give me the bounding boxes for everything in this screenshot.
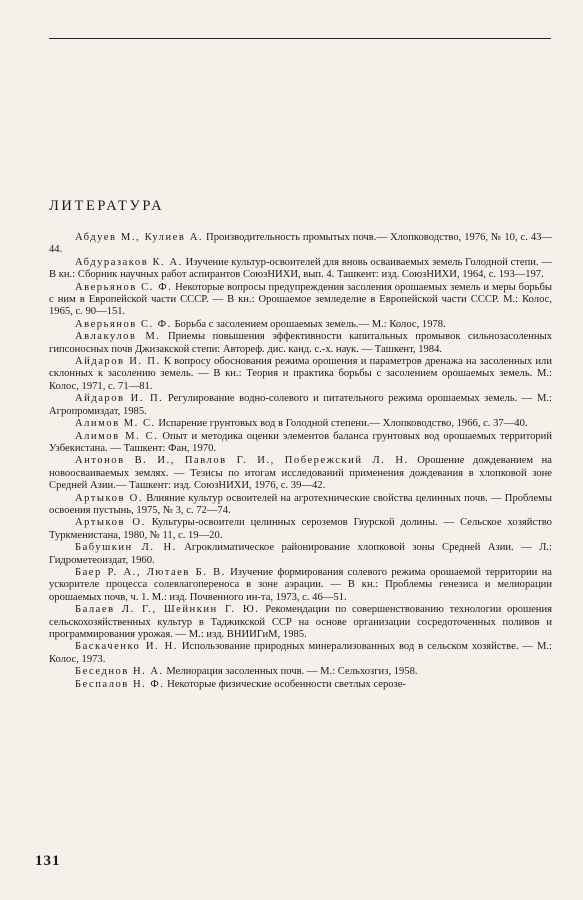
reference-entry	[49, 666, 552, 678]
reference-entry	[49, 418, 552, 430]
reference-author: Аверьянов С. Ф.	[75, 318, 172, 330]
reference-text: Рекомендации по совершенствованию технологии орошения сельскохозяйственных культур в Таджикской ССР на основе организации сосредоточенных поливов и программирования урожая. — М.: изд. ВНИИГиМ, 1985.	[49, 604, 553, 640]
bibliography-list	[49, 232, 552, 691]
reference-author: Алимов М. С.	[75, 430, 159, 442]
reference-author: Абдуев М., Кулиев А.	[75, 232, 204, 243]
top-rule	[49, 38, 551, 39]
reference-author: Авлакулов М.	[75, 331, 161, 343]
reference-entry	[49, 567, 552, 604]
reference-author: Артыков О.	[75, 517, 146, 529]
reference-author: Беседнов Н. А.	[75, 666, 164, 678]
reference-text: Культуры-освоители целинных сероземов Гяурской долины. — Сельское хозяйство Туркменистана, 1980, № 11, с. 19—20.	[49, 517, 552, 541]
reference-text: Регулирование водно-солевого и питательного режима орошаемых земель. — М.: Агропромиздат, 1985.	[49, 393, 552, 417]
reference-author: Баер Р. А., Лютаев Б. В.	[75, 566, 226, 578]
reference-entry	[49, 604, 552, 641]
reference-text: Борьба с засолением орошаемых земель.— М.: Колос, 1978.	[174, 318, 446, 330]
reference-entry	[49, 493, 552, 518]
reference-text: Приемы повышения эффективности капитальных промывок сильнозасоленных гипсоносных почв Джизакской степи: Автореф. дис. канд. с.-х. наук. — Ташкент, 1984.	[49, 331, 552, 355]
reference-entry	[49, 319, 552, 331]
reference-author: Алимов М. С.	[75, 418, 156, 430]
reference-entry	[49, 393, 552, 418]
reference-entry	[49, 282, 552, 319]
reference-author: Балаев Л. Г., Шейнкин Г. Ю.	[75, 604, 260, 616]
reference-author: Беспалов Н. Ф.	[75, 678, 165, 690]
reference-entry	[49, 232, 552, 257]
reference-author: Айдаров И. П.	[75, 393, 164, 405]
reference-text: Влияние культур освоителей на агротехнические свойства целинных почв. — Проблемы освоения пустынь, 1975, № 3, с. 72—74.	[49, 492, 552, 516]
page-title: ЛИТЕРАТУРА	[49, 198, 165, 214]
reference-entry	[49, 331, 552, 356]
reference-text: Изучение культур-освоителей для вновь осваиваемых земель Голодной степи. — В кн.: Сборник научных работ аспирантов СоюзНИХИ, вып. 4. Ташкент: изд. СоюзНИХИ, 1964, с. 193—197.	[49, 256, 552, 281]
reference-text: Мелиорация засоленных почв. — М.: Сельхозгиз, 1958.	[166, 666, 418, 678]
reference-text: Производительность промытых почв.— Хлопководство, 1976, № 10, с. 43—44.	[49, 232, 553, 256]
reference-text: Некоторые физические особенности светлых серозе-	[167, 678, 406, 690]
reference-author: Аверьянов С. Ф.	[75, 281, 173, 293]
reference-entry	[49, 356, 552, 393]
reference-entry	[49, 641, 552, 666]
reference-text: Испарение грунтовых вод в Голодной степени.— Хлопководство, 1966, с. 37—40.	[158, 418, 528, 430]
reference-entry	[49, 517, 552, 542]
reference-text: Орошение дождеванием на новоосваиваемых землях. — Тезисы по итогам исследований применения дождевания в хлопковой зоне Средней Азии.— Ташкент: изд. СоюзНИХИ, 1976, с. 39—42.	[49, 455, 552, 492]
reference-text: К вопросу обоснования режима орошения и параметров дренажа на засоленных или склонных к засолению земель. — В кн.: Теория и практика борьбы с засолением орошаемых земель. М.: Колос, 1971, с. 71—81.	[49, 356, 552, 392]
reference-text: Опыт и методика оценки элементов баланса грунтовых вод орошаемых территорий Узбекистана. — Ташкент: Фан, 1970.	[49, 430, 552, 454]
reference-entry	[49, 679, 552, 691]
reference-entry	[49, 455, 552, 492]
page-number: 131	[35, 853, 61, 869]
reference-author: Баскаченко И. Н.	[75, 641, 178, 653]
reference-text: Изучение формирования солевого режима орошаемой территории на ускорителе процесса солевлагопереноса в зоне аэрации. — В кн.: Проблемы генезиса и мелиорации орошаемых почв, ч. 1. М.: изд. Почвенного ин-та, 1973, с. 46—51.	[49, 566, 552, 603]
reference-author: Антонов В. И., Павлов Г. И., Побережский Л. Н.	[75, 455, 409, 467]
reference-entry	[49, 257, 552, 282]
reference-entry	[49, 431, 552, 456]
reference-author: Айдаров И. П.	[75, 356, 161, 368]
reference-author: Артыков О.	[75, 492, 143, 504]
reference-text: Некоторые вопросы предупреждения засоления орошаемых земель и меры борьбы с ним в Европейской части СССР. — В кн.: Орошаемое земледелие в Европейской части СССР. М.: Колос, 1965, с. 90—151.	[49, 281, 552, 318]
reference-author: Абдуразаков К. А.	[75, 256, 183, 268]
reference-author: Бабушкин Л. Н.	[75, 542, 177, 554]
reference-text: Использование природных минерализованных вод в сельском хозяйстве. — М.: Колос, 1973.	[49, 641, 552, 665]
reference-entry	[49, 542, 552, 567]
reference-text: Агроклиматическое районирование хлопковой зоны Средней Азии. — Л.: Гидрометеоиздат, 1960.	[49, 542, 552, 566]
